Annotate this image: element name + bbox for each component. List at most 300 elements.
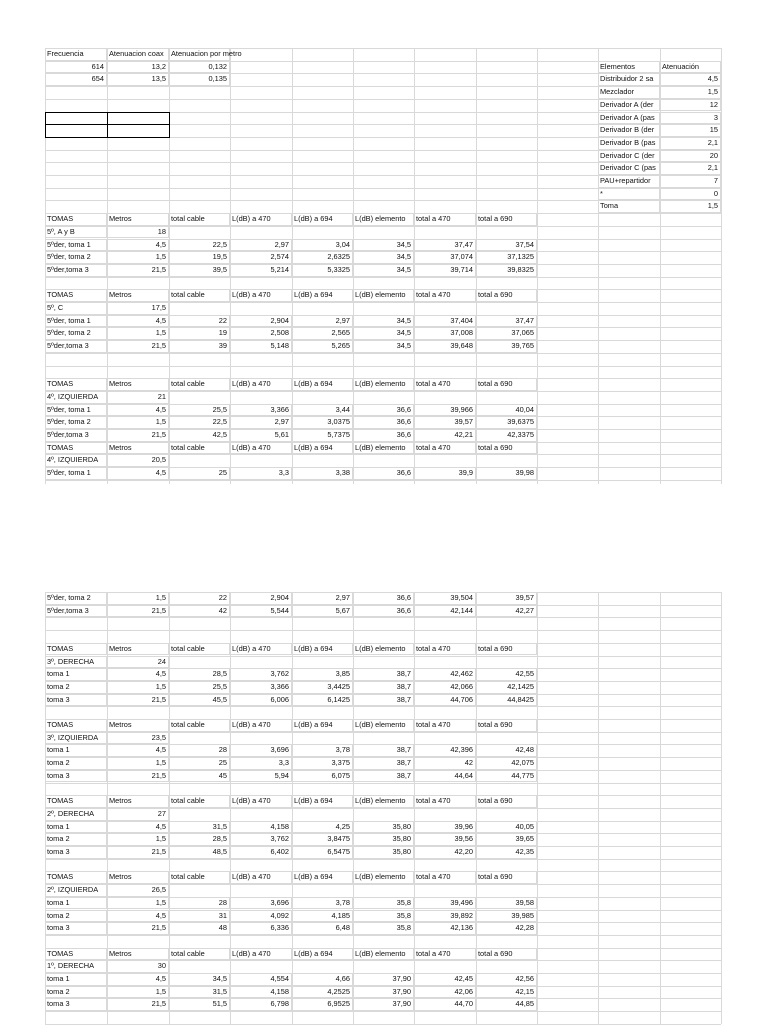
column-header[interactable]: L(dB) a 470	[230, 643, 292, 656]
data-cell[interactable]: 4,5	[107, 744, 169, 757]
data-cell[interactable]: 2,904	[230, 592, 292, 605]
data-cell[interactable]: 37,90	[353, 973, 414, 986]
column-header[interactable]: TOMAS	[45, 213, 107, 226]
data-cell[interactable]: 39,496	[414, 897, 476, 910]
data-cell[interactable]: 2,508	[230, 327, 292, 340]
data-cell[interactable]: 6,48	[292, 922, 353, 935]
elemento-value[interactable]: 1,5	[660, 86, 721, 99]
data-cell[interactable]: 5ºder,toma 3	[45, 264, 107, 277]
data-cell[interactable]: 4,5	[107, 973, 169, 986]
data-cell[interactable]: 21,5	[107, 429, 169, 442]
data-cell[interactable]: 6,336	[230, 922, 292, 935]
data-cell[interactable]: 5,3325	[292, 264, 353, 277]
data-cell[interactable]: 25	[169, 467, 230, 480]
data-cell[interactable]: 4,2525	[292, 986, 353, 999]
data-cell[interactable]: 39	[169, 340, 230, 353]
block-title[interactable]: 4º, IZQUIERDA	[45, 391, 107, 404]
data-cell[interactable]: 3,762	[230, 668, 292, 681]
column-header[interactable]: total cable	[169, 442, 230, 455]
column-header[interactable]: L(dB) elemento	[353, 442, 414, 455]
column-header[interactable]: Metros	[107, 948, 169, 961]
data-cell[interactable]: 5,148	[230, 340, 292, 353]
data-cell[interactable]: 34,5	[353, 239, 414, 252]
block-metros[interactable]: 18	[107, 226, 169, 239]
elemento-name[interactable]: *	[598, 188, 660, 201]
data-cell[interactable]: 34,5	[353, 327, 414, 340]
elemento-value[interactable]: 0	[660, 188, 721, 201]
block-metros[interactable]: 30	[107, 960, 169, 973]
data-cell[interactable]: 37,404	[414, 315, 476, 328]
data-cell[interactable]: 38,7	[353, 757, 414, 770]
freq-cell[interactable]: 0,135	[169, 73, 230, 86]
data-cell[interactable]: toma 2	[45, 986, 107, 999]
data-cell[interactable]: 5,67	[292, 605, 353, 618]
column-header[interactable]: TOMAS	[45, 871, 107, 884]
data-cell[interactable]: 5,265	[292, 340, 353, 353]
data-cell[interactable]: 5ºder, toma 2	[45, 592, 107, 605]
data-cell[interactable]: 5ºder,toma 3	[45, 605, 107, 618]
data-cell[interactable]: 44,8425	[476, 694, 537, 707]
data-cell[interactable]: 4,25	[292, 821, 353, 834]
data-cell[interactable]: 42,45	[414, 973, 476, 986]
data-cell[interactable]: 37,47	[414, 239, 476, 252]
data-cell[interactable]: 3,375	[292, 757, 353, 770]
atenuacion-header[interactable]: Atenuación	[660, 61, 721, 74]
column-header[interactable]: TOMAS	[45, 442, 107, 455]
column-header[interactable]: Metros	[107, 719, 169, 732]
block-metros[interactable]: 27	[107, 808, 169, 821]
column-header[interactable]: L(dB) a 470	[230, 948, 292, 961]
data-cell[interactable]: toma 3	[45, 998, 107, 1011]
data-cell[interactable]: 42,15	[476, 986, 537, 999]
column-header[interactable]: total cable	[169, 948, 230, 961]
data-cell[interactable]: toma 2	[45, 757, 107, 770]
data-cell[interactable]: 45,5	[169, 694, 230, 707]
block-metros[interactable]: 26,5	[107, 884, 169, 897]
block-title[interactable]: 3º, DERECHA	[45, 656, 107, 669]
data-cell[interactable]: 39,6375	[476, 416, 537, 429]
data-cell[interactable]: 25	[169, 757, 230, 770]
data-cell[interactable]: 38,7	[353, 681, 414, 694]
data-cell[interactable]: 21,5	[107, 264, 169, 277]
data-cell[interactable]: 39,8325	[476, 264, 537, 277]
data-cell[interactable]: 2,97	[292, 315, 353, 328]
elemento-value[interactable]: 2,1	[660, 137, 721, 150]
data-cell[interactable]: 5ºder, toma 1	[45, 239, 107, 252]
data-cell[interactable]: 37,008	[414, 327, 476, 340]
data-cell[interactable]: 39,96	[414, 821, 476, 834]
elemento-value[interactable]: 2,1	[660, 162, 721, 175]
data-cell[interactable]: 39,765	[476, 340, 537, 353]
column-header[interactable]: L(dB) a 470	[230, 289, 292, 302]
data-cell[interactable]: 1,5	[107, 986, 169, 999]
data-cell[interactable]: toma 1	[45, 897, 107, 910]
column-header[interactable]: Metros	[107, 795, 169, 808]
data-cell[interactable]: 35,8	[353, 910, 414, 923]
data-cell[interactable]: 25,5	[169, 404, 230, 417]
column-header[interactable]: L(dB) elemento	[353, 643, 414, 656]
data-cell[interactable]: toma 1	[45, 668, 107, 681]
data-cell[interactable]: 4,092	[230, 910, 292, 923]
data-cell[interactable]: 2,565	[292, 327, 353, 340]
elemento-name[interactable]: Derivador C (pas	[598, 162, 660, 175]
data-cell[interactable]: 42,35	[476, 846, 537, 859]
column-header[interactable]: L(dB) a 694	[292, 442, 353, 455]
data-cell[interactable]: 21,5	[107, 340, 169, 353]
column-header[interactable]: L(dB) elemento	[353, 948, 414, 961]
header-cell[interactable]: Frecuencia	[45, 48, 107, 61]
data-cell[interactable]: 25,5	[169, 681, 230, 694]
data-cell[interactable]: 39,57	[476, 592, 537, 605]
freq-cell[interactable]: 654	[45, 73, 107, 86]
data-cell[interactable]: 1,5	[107, 327, 169, 340]
data-cell[interactable]: 21,5	[107, 998, 169, 1011]
column-header[interactable]: total cable	[169, 719, 230, 732]
column-header[interactable]: total a 470	[414, 643, 476, 656]
column-header[interactable]: L(dB) a 470	[230, 795, 292, 808]
block-title[interactable]: 5º, A y B	[45, 226, 107, 239]
data-cell[interactable]: 44,64	[414, 770, 476, 783]
data-cell[interactable]: 5ºder, toma 2	[45, 327, 107, 340]
data-cell[interactable]: 42,27	[476, 605, 537, 618]
data-cell[interactable]: 4,185	[292, 910, 353, 923]
data-cell[interactable]: 28	[169, 744, 230, 757]
data-cell[interactable]: 19	[169, 327, 230, 340]
data-cell[interactable]: 44,706	[414, 694, 476, 707]
data-cell[interactable]: 1,5	[107, 897, 169, 910]
column-header[interactable]: total a 470	[414, 213, 476, 226]
block-title[interactable]: 4º, IZQUIERDA	[45, 454, 107, 467]
data-cell[interactable]: 42,06	[414, 986, 476, 999]
data-cell[interactable]: 4,5	[107, 404, 169, 417]
data-cell[interactable]: 3,696	[230, 897, 292, 910]
elemento-value[interactable]: 7	[660, 175, 721, 188]
data-cell[interactable]: 4,5	[107, 239, 169, 252]
data-cell[interactable]: 37,54	[476, 239, 537, 252]
column-header[interactable]: total cable	[169, 795, 230, 808]
data-cell[interactable]: 42,5	[169, 429, 230, 442]
column-header[interactable]: Metros	[107, 643, 169, 656]
data-cell[interactable]: 42,462	[414, 668, 476, 681]
data-cell[interactable]: 6,402	[230, 846, 292, 859]
data-cell[interactable]: toma 3	[45, 694, 107, 707]
data-cell[interactable]: 1,5	[107, 251, 169, 264]
data-cell[interactable]: 22,5	[169, 416, 230, 429]
data-cell[interactable]: 22	[169, 315, 230, 328]
data-cell[interactable]: 2,97	[230, 239, 292, 252]
column-header[interactable]: L(dB) elemento	[353, 378, 414, 391]
block-metros[interactable]: 21	[107, 391, 169, 404]
block-metros[interactable]: 20,5	[107, 454, 169, 467]
data-cell[interactable]: 21,5	[107, 605, 169, 618]
data-cell[interactable]: 21,5	[107, 694, 169, 707]
data-cell[interactable]: 5,94	[230, 770, 292, 783]
data-cell[interactable]: 2,904	[230, 315, 292, 328]
elemento-name[interactable]: Derivador C (der	[598, 150, 660, 163]
column-header[interactable]: TOMAS	[45, 289, 107, 302]
data-cell[interactable]: 6,075	[292, 770, 353, 783]
elemento-value[interactable]: 20	[660, 150, 721, 163]
data-cell[interactable]: 37,90	[353, 986, 414, 999]
data-cell[interactable]: 39,98	[476, 467, 537, 480]
data-cell[interactable]: 39,714	[414, 264, 476, 277]
data-cell[interactable]: 3,366	[230, 681, 292, 694]
column-header[interactable]: L(dB) a 694	[292, 289, 353, 302]
column-header[interactable]: L(dB) elemento	[353, 719, 414, 732]
column-header[interactable]: TOMAS	[45, 795, 107, 808]
data-cell[interactable]: toma 3	[45, 770, 107, 783]
data-cell[interactable]: 37,074	[414, 251, 476, 264]
data-cell[interactable]: 36,6	[353, 416, 414, 429]
freq-cell[interactable]: 13,2	[107, 61, 169, 74]
data-cell[interactable]: 31	[169, 910, 230, 923]
data-cell[interactable]: 2,574	[230, 251, 292, 264]
column-header[interactable]: L(dB) elemento	[353, 289, 414, 302]
data-cell[interactable]: 34,5	[353, 315, 414, 328]
data-cell[interactable]: 1,5	[107, 416, 169, 429]
column-header[interactable]: total cable	[169, 378, 230, 391]
data-cell[interactable]: 5ºder, toma 2	[45, 416, 107, 429]
data-cell[interactable]: 28,5	[169, 668, 230, 681]
data-cell[interactable]: 39,504	[414, 592, 476, 605]
elemento-value[interactable]: 15	[660, 124, 721, 137]
column-header[interactable]: L(dB) a 694	[292, 719, 353, 732]
column-header[interactable]: total a 470	[414, 719, 476, 732]
data-cell[interactable]: 1,5	[107, 681, 169, 694]
data-cell[interactable]: 39,648	[414, 340, 476, 353]
data-cell[interactable]: 48,5	[169, 846, 230, 859]
data-cell[interactable]: 42	[169, 605, 230, 618]
data-cell[interactable]: 6,006	[230, 694, 292, 707]
data-cell[interactable]: 44,70	[414, 998, 476, 1011]
column-header[interactable]: total a 690	[476, 948, 537, 961]
data-cell[interactable]: 42,55	[476, 668, 537, 681]
freq-cell[interactable]: 0,132	[169, 61, 230, 74]
data-cell[interactable]: 5ºder, toma 1	[45, 404, 107, 417]
data-cell[interactable]: 5ºder,toma 3	[45, 340, 107, 353]
column-header[interactable]: total a 470	[414, 795, 476, 808]
data-cell[interactable]: 31,5	[169, 821, 230, 834]
column-header[interactable]: total cable	[169, 643, 230, 656]
column-header[interactable]: total cable	[169, 289, 230, 302]
data-cell[interactable]: toma 2	[45, 681, 107, 694]
column-header[interactable]: TOMAS	[45, 378, 107, 391]
column-header[interactable]: L(dB) a 694	[292, 948, 353, 961]
data-cell[interactable]: 42,21	[414, 429, 476, 442]
data-cell[interactable]: 37,065	[476, 327, 537, 340]
data-cell[interactable]: 21,5	[107, 846, 169, 859]
data-cell[interactable]: toma 2	[45, 833, 107, 846]
data-cell[interactable]: 39,58	[476, 897, 537, 910]
data-cell[interactable]: 37,47	[476, 315, 537, 328]
data-cell[interactable]: 40,04	[476, 404, 537, 417]
data-cell[interactable]: 39,892	[414, 910, 476, 923]
data-cell[interactable]: 21,5	[107, 922, 169, 935]
data-cell[interactable]: 3,85	[292, 668, 353, 681]
column-header[interactable]: Metros	[107, 213, 169, 226]
column-header[interactable]: TOMAS	[45, 719, 107, 732]
data-cell[interactable]: 39,966	[414, 404, 476, 417]
data-cell[interactable]: 42,075	[476, 757, 537, 770]
data-cell[interactable]: 42,48	[476, 744, 537, 757]
column-header[interactable]: total a 690	[476, 378, 537, 391]
data-cell[interactable]: 28	[169, 897, 230, 910]
column-header[interactable]: Metros	[107, 442, 169, 455]
data-cell[interactable]: 42,144	[414, 605, 476, 618]
data-cell[interactable]: 1,5	[107, 757, 169, 770]
data-cell[interactable]: 36,6	[353, 404, 414, 417]
data-cell[interactable]: toma 1	[45, 973, 107, 986]
data-cell[interactable]: 35,80	[353, 846, 414, 859]
data-cell[interactable]: toma 1	[45, 744, 107, 757]
data-cell[interactable]: 6,5475	[292, 846, 353, 859]
data-cell[interactable]: 2,97	[292, 592, 353, 605]
data-cell[interactable]: 1,5	[107, 592, 169, 605]
data-cell[interactable]: 2,6325	[292, 251, 353, 264]
data-cell[interactable]: 3,0375	[292, 416, 353, 429]
elemento-name[interactable]: Distribuidor 2 sa	[598, 73, 660, 86]
column-header[interactable]: L(dB) a 694	[292, 795, 353, 808]
column-header[interactable]: L(dB) a 470	[230, 378, 292, 391]
data-cell[interactable]: 5,214	[230, 264, 292, 277]
data-cell[interactable]: 4,5	[107, 467, 169, 480]
data-cell[interactable]: 3,04	[292, 239, 353, 252]
data-cell[interactable]: 5,544	[230, 605, 292, 618]
data-cell[interactable]: 45	[169, 770, 230, 783]
data-cell[interactable]: 3,8475	[292, 833, 353, 846]
data-cell[interactable]: 38,7	[353, 770, 414, 783]
data-cell[interactable]: 36,6	[353, 605, 414, 618]
data-cell[interactable]: 51,5	[169, 998, 230, 1011]
column-header[interactable]: total a 690	[476, 213, 537, 226]
column-header[interactable]: total a 690	[476, 289, 537, 302]
column-header[interactable]: total cable	[169, 871, 230, 884]
data-cell[interactable]: 42,3375	[476, 429, 537, 442]
data-cell[interactable]: 5ºder, toma 2	[45, 251, 107, 264]
data-cell[interactable]: 38,7	[353, 744, 414, 757]
data-cell[interactable]: 36,6	[353, 467, 414, 480]
column-header[interactable]: total a 470	[414, 289, 476, 302]
column-header[interactable]: Metros	[107, 289, 169, 302]
data-cell[interactable]: 4,158	[230, 986, 292, 999]
elemento-value[interactable]: 3	[660, 112, 721, 125]
data-cell[interactable]: 1,5	[107, 833, 169, 846]
data-cell[interactable]: 3,44	[292, 404, 353, 417]
data-cell[interactable]: 34,5	[353, 264, 414, 277]
data-cell[interactable]: 35,8	[353, 897, 414, 910]
data-cell[interactable]: 4,5	[107, 668, 169, 681]
data-cell[interactable]: 36,6	[353, 592, 414, 605]
column-header[interactable]: L(dB) elemento	[353, 871, 414, 884]
data-cell[interactable]: 21,5	[107, 770, 169, 783]
data-cell[interactable]: 5,7375	[292, 429, 353, 442]
data-cell[interactable]: 5ºder, toma 1	[45, 315, 107, 328]
data-cell[interactable]: 3,3	[230, 467, 292, 480]
block-title[interactable]: 2º, IZQUIERDA	[45, 884, 107, 897]
column-header[interactable]: L(dB) a 694	[292, 213, 353, 226]
data-cell[interactable]: 4,5	[107, 910, 169, 923]
column-header[interactable]: total cable	[169, 213, 230, 226]
elemento-name[interactable]: Mezclador	[598, 86, 660, 99]
data-cell[interactable]: 39,57	[414, 416, 476, 429]
column-header[interactable]: total a 690	[476, 442, 537, 455]
elemento-name[interactable]: Derivador B (pas	[598, 137, 660, 150]
data-cell[interactable]: 4,66	[292, 973, 353, 986]
column-header[interactable]: TOMAS	[45, 948, 107, 961]
data-cell[interactable]: 6,1425	[292, 694, 353, 707]
elemento-name[interactable]: Toma	[598, 200, 660, 213]
column-header[interactable]: total a 690	[476, 795, 537, 808]
data-cell[interactable]: 5,61	[230, 429, 292, 442]
data-cell[interactable]: 2,97	[230, 416, 292, 429]
data-cell[interactable]: 3,696	[230, 744, 292, 757]
data-cell[interactable]: toma 3	[45, 922, 107, 935]
column-header[interactable]: total a 470	[414, 871, 476, 884]
elementos-header[interactable]: Elementos	[598, 61, 660, 74]
data-cell[interactable]: 48	[169, 922, 230, 935]
column-header[interactable]: total a 690	[476, 871, 537, 884]
data-cell[interactable]: 44,85	[476, 998, 537, 1011]
column-header[interactable]: L(dB) a 470	[230, 719, 292, 732]
data-cell[interactable]: 38,7	[353, 668, 414, 681]
data-cell[interactable]: 4,158	[230, 821, 292, 834]
elemento-name[interactable]: PAU+repartidor	[598, 175, 660, 188]
data-cell[interactable]: 3,78	[292, 897, 353, 910]
data-cell[interactable]: 42,56	[476, 973, 537, 986]
elemento-name[interactable]: Derivador A (pas	[598, 112, 660, 125]
data-cell[interactable]: 39,56	[414, 833, 476, 846]
data-cell[interactable]: 3,4425	[292, 681, 353, 694]
column-header[interactable]: TOMAS	[45, 643, 107, 656]
elemento-name[interactable]: Derivador B (der	[598, 124, 660, 137]
block-metros[interactable]: 17,5	[107, 302, 169, 315]
column-header[interactable]: total a 470	[414, 378, 476, 391]
elemento-value[interactable]: 4,5	[660, 73, 721, 86]
header-cell[interactable]: Atenuacion por metro	[169, 48, 230, 61]
data-cell[interactable]: 42,066	[414, 681, 476, 694]
column-header[interactable]: total a 470	[414, 948, 476, 961]
data-cell[interactable]: 40,05	[476, 821, 537, 834]
data-cell[interactable]: 6,9525	[292, 998, 353, 1011]
data-cell[interactable]: 44,775	[476, 770, 537, 783]
data-cell[interactable]: 35,8	[353, 922, 414, 935]
block-metros[interactable]: 24	[107, 656, 169, 669]
column-header[interactable]: total a 470	[414, 442, 476, 455]
data-cell[interactable]: 22,5	[169, 239, 230, 252]
block-metros[interactable]: 23,5	[107, 732, 169, 745]
column-header[interactable]: L(dB) a 694	[292, 378, 353, 391]
column-header[interactable]: L(dB) elemento	[353, 213, 414, 226]
column-header[interactable]: total a 690	[476, 643, 537, 656]
data-cell[interactable]: 6,798	[230, 998, 292, 1011]
data-cell[interactable]: 35,80	[353, 833, 414, 846]
data-cell[interactable]: toma 2	[45, 910, 107, 923]
data-cell[interactable]: 42,20	[414, 846, 476, 859]
data-cell[interactable]: 35,80	[353, 821, 414, 834]
data-cell[interactable]: 37,90	[353, 998, 414, 1011]
column-header[interactable]: L(dB) a 694	[292, 871, 353, 884]
data-cell[interactable]: 5ºder, toma 1	[45, 467, 107, 480]
data-cell[interactable]: 42	[414, 757, 476, 770]
block-title[interactable]: 5º, C	[45, 302, 107, 315]
data-cell[interactable]: 37,1325	[476, 251, 537, 264]
data-cell[interactable]: 34,5	[353, 340, 414, 353]
freq-cell[interactable]: 614	[45, 61, 107, 74]
data-cell[interactable]: 39,985	[476, 910, 537, 923]
data-cell[interactable]: 3,366	[230, 404, 292, 417]
elemento-value[interactable]: 12	[660, 99, 721, 112]
data-cell[interactable]: 22	[169, 592, 230, 605]
